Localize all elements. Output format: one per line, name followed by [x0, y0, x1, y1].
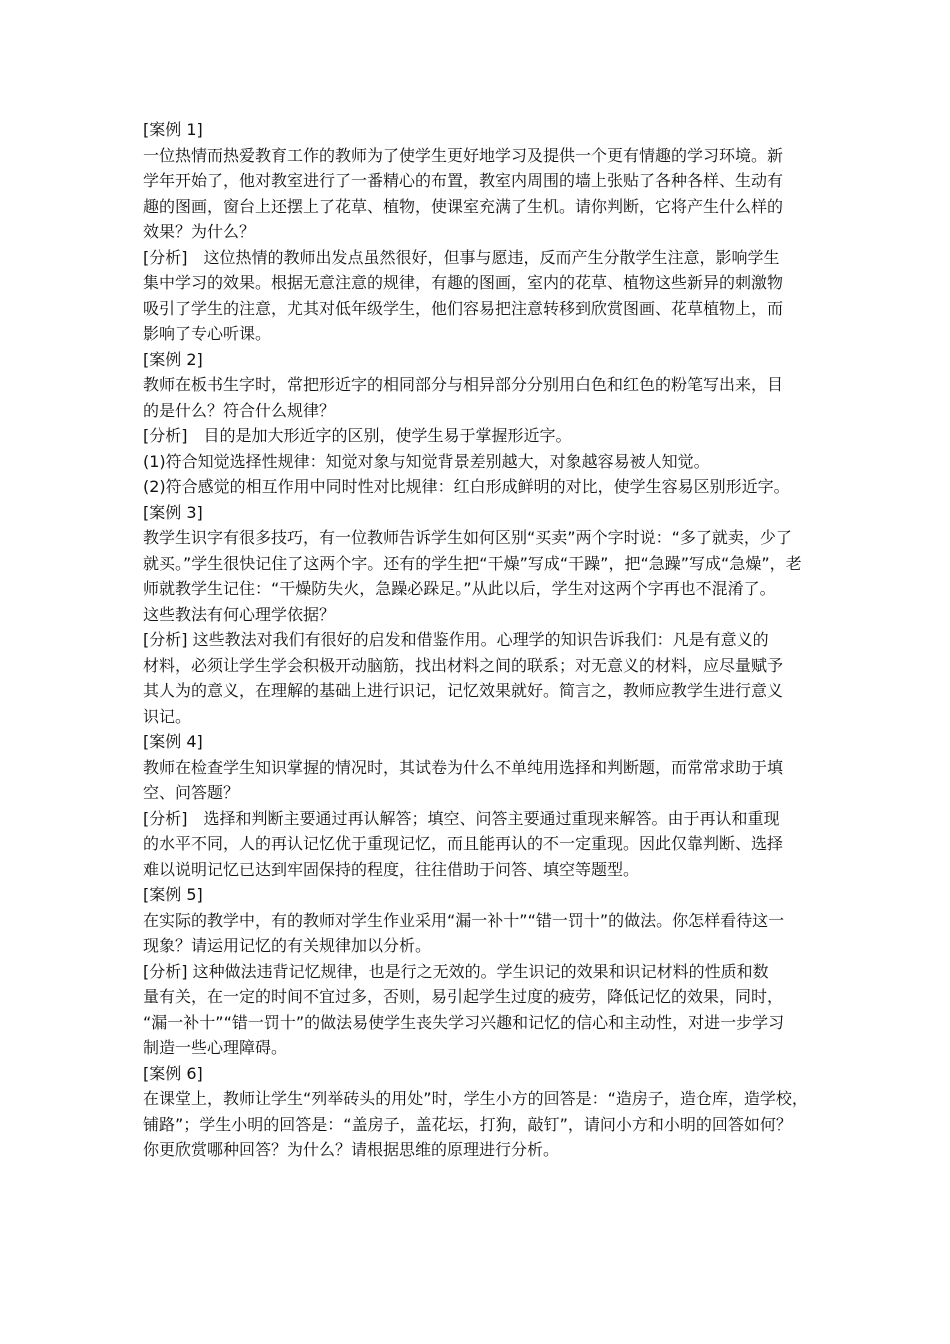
case-5-analysis-line: 量有关，在一定的时间不宜过多，否则，易引起学生过度的疲劳，降低记忆的效果，同时，	[143, 987, 784, 1006]
case-3-analysis-line: [分析] 这些教法对我们有很好的启发和借鉴作用。心理学的知识告诉我们：凡是有意义的	[143, 630, 769, 649]
case-1-text-line: 一位热情而热爱教育工作的教师为了使学生更好地学习及提供一个更有情趣的学习环境。新	[143, 145, 784, 165]
case-4-heading: [案例 4]	[143, 732, 203, 751]
case-1-text-line: 效果？为什么？	[143, 222, 256, 241]
case-6-text-line: 在课堂上，教师让学生“列举砖头的用处”时，学生小方的回答是：“造房子，造仓库，造学校，	[143, 1089, 808, 1108]
case-5-analysis-line: 制造一些心理障碍。	[143, 1038, 288, 1057]
case-5-analysis-line: “漏一补十”“错一罚十”的做法易使学生丧失学习兴趣和记忆的信心和主动性，对进一步学习	[143, 1012, 785, 1032]
case-1-text-line: 学年开始了，他对教室进行了一番精心的布置，教室内周围的墙上张贴了各种各样、生动有	[143, 171, 784, 190]
case-3-text-line: 这些教法有何心理学依据？	[143, 604, 336, 624]
case-3-analysis-line: 材料，必须让学生学会积极开动脑筋，找出材料之间的联系；对无意义的材料，应尽量赋予	[143, 655, 784, 675]
case-5-text-line: 现象？请运用记忆的有关规律加以分析。	[143, 936, 432, 955]
case-2-heading: [案例 2]	[143, 349, 203, 369]
case-1-heading: [案例 1]	[143, 120, 203, 139]
case-1-analysis-line: [分析] 这位热情的教师出发点虽然很好，但事与愿违，反而产生分散学生注意，影响学生	[143, 247, 780, 267]
case-1-analysis-line: 集中学习的效果。根据无意注意的规律，有趣的图画，室内的花草、植物这些新异的刺激物	[143, 273, 784, 292]
case-2-analysis-line: [分析] 目的是加大形近字的区别，使学生易于掌握形近字。	[143, 426, 572, 445]
case-1-text-line: 趣的图画，窗台上还摆上了花草、植物，使课室充满了生机。请你判断，它将产生什么样的	[143, 196, 784, 216]
case-4-analysis-line: [分析] 选择和判断主要通过再认解答；填空、问答主要通过重现来解答。由于再认和重现	[143, 808, 780, 828]
case-1-analysis-line: 吸引了学生的注意，尤其对低年级学生，他们容易把注意转移到欣赏图画、花草植物上，而	[143, 298, 784, 318]
case-3-text-line: 就买。”学生很快记住了这两个字。还有的学生把“干燥”写成“干躁”，把“急躁”写成“急燥”，老	[143, 553, 802, 573]
case-4-analysis-line: 难以说明记忆已达到牢固保持的程度，往往借助于问答、填空等题型。	[143, 859, 640, 879]
case-2-analysis-point-2: (2)符合感觉的相互作用中同时性对比规律：红白形成鲜明的对比，使学生容易区别形近字。	[143, 477, 790, 496]
case-5-text-line: 在实际的教学中，有的教师对学生作业采用“漏一补十”“错一罚十”的做法。你怎样看待这一	[143, 910, 785, 930]
case-5-analysis-line: [分析] 这种做法违背记忆规律，也是行之无效的。学生识记的效果和识记材料的性质和数	[143, 961, 769, 981]
case-4-text-line: 空、问答题？	[143, 783, 240, 802]
document-body	[143, 117, 813, 1163]
case-6-text-line: 你更欣赏哪种回答？为什么？请根据思维的原理进行分析。	[143, 1140, 560, 1159]
case-3-analysis-line: 识记。	[143, 706, 192, 726]
case-2-text-line: 教师在板书生字时，常把形近字的相同部分与相异部分分别用白色和红色的粉笔写出来，目	[143, 375, 784, 394]
case-1-analysis-line: 影响了专心听课。	[143, 324, 272, 343]
case-2-text-line: 的是什么？符合什么规律？	[143, 400, 336, 420]
case-5-heading: [案例 5]	[143, 885, 203, 904]
case-6-text-line: 铺路”；学生小明的回答是：“盖房子，盖花坛，打狗，敲钉”，请问小方和小明的回答如何？	[143, 1114, 792, 1134]
case-2-analysis-point-1: (1)符合知觉选择性规律：知觉对象与知觉背景差别越大，对象越容易被人知觉。	[143, 451, 710, 471]
case-4-text-line: 教师在检查学生知识掌握的情况时，其试卷为什么不单纯用选择和判断题，而常常求助于填	[143, 757, 784, 777]
case-3-text-line: 教学生识字有很多技巧，有一位教师告诉学生如何区别“买卖”两个字时说：“多了就卖，少了	[143, 528, 792, 547]
case-3-text-line: 师就教学生记住：“干燥防失火，急躁必跺足。”从此以后，学生对这两个字再也不混淆了。	[143, 579, 776, 598]
case-3-heading: [案例 3]	[143, 502, 203, 522]
case-3-analysis-line: 其人为的意义，在理解的基础上进行识记，记忆效果就好。简言之，教师应教学生进行意义	[143, 681, 784, 700]
case-4-analysis-line: 的水平不同，人的再认记忆优于重现记忆，而且能再认的不一定重现。因此仅靠判断、选择	[143, 834, 784, 853]
case-6-heading: [案例 6]	[143, 1063, 203, 1083]
